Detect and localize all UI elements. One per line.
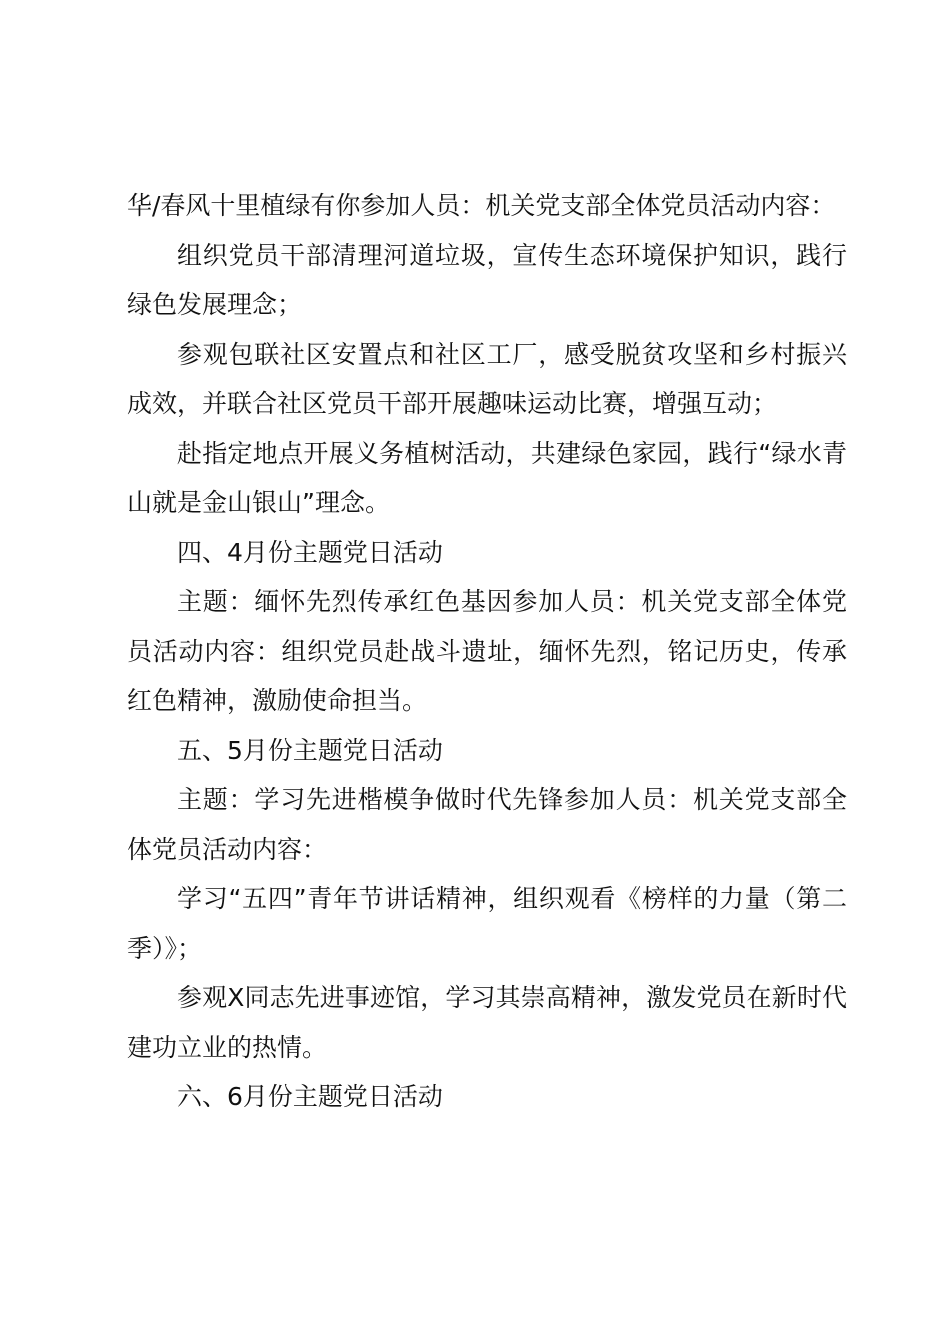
paragraph-activity-item: 参观X同志先进事迹馆，学习其崇高精神，激发党员在新时代建功立业的热情。 [127, 983, 847, 1062]
paragraph-april-theme: 主题：缅怀先烈传承红色基因参加人员：机关党支部全体党员活动内容：组织党员赴战斗遗址，缅怀先烈，铭记历史，传承红色精神，激励使命担当。 [127, 587, 847, 715]
section-heading-april: 四、4月份主题党日活动 [177, 537, 443, 567]
paragraph-activity-item: 参观包联社区安置点和社区工厂，感受脱贫攻坚和乡村振兴成效，并联合社区党员干部开展趣味运动比赛，增强互动； [127, 339, 847, 418]
document-body [127, 181, 847, 1122]
paragraph-may-theme: 主题：学习先进楷模争做时代先锋参加人员：机关党支部全体党员活动内容： [127, 785, 847, 864]
paragraph-activity-item: 组织党员干部清理河道垃圾，宣传生态环境保护知识，践行绿色发展理念； [127, 240, 847, 319]
section-heading-june: 六、6月份主题党日活动 [177, 1082, 443, 1111]
paragraph-continuation: 华/春风十里植绿有你参加人员：机关党支部全体党员活动内容： [127, 191, 836, 220]
paragraph-activity-item: 赴指定地点开展义务植树活动，共建绿色家园，践行“绿水青山就是金山银山”理念。 [127, 438, 847, 517]
section-heading-may: 五、5月份主题党日活动 [177, 735, 443, 765]
paragraph-activity-item: 学习“五四”青年节讲话精神，组织观看《榜样的力量（第二季）》； [127, 884, 847, 963]
